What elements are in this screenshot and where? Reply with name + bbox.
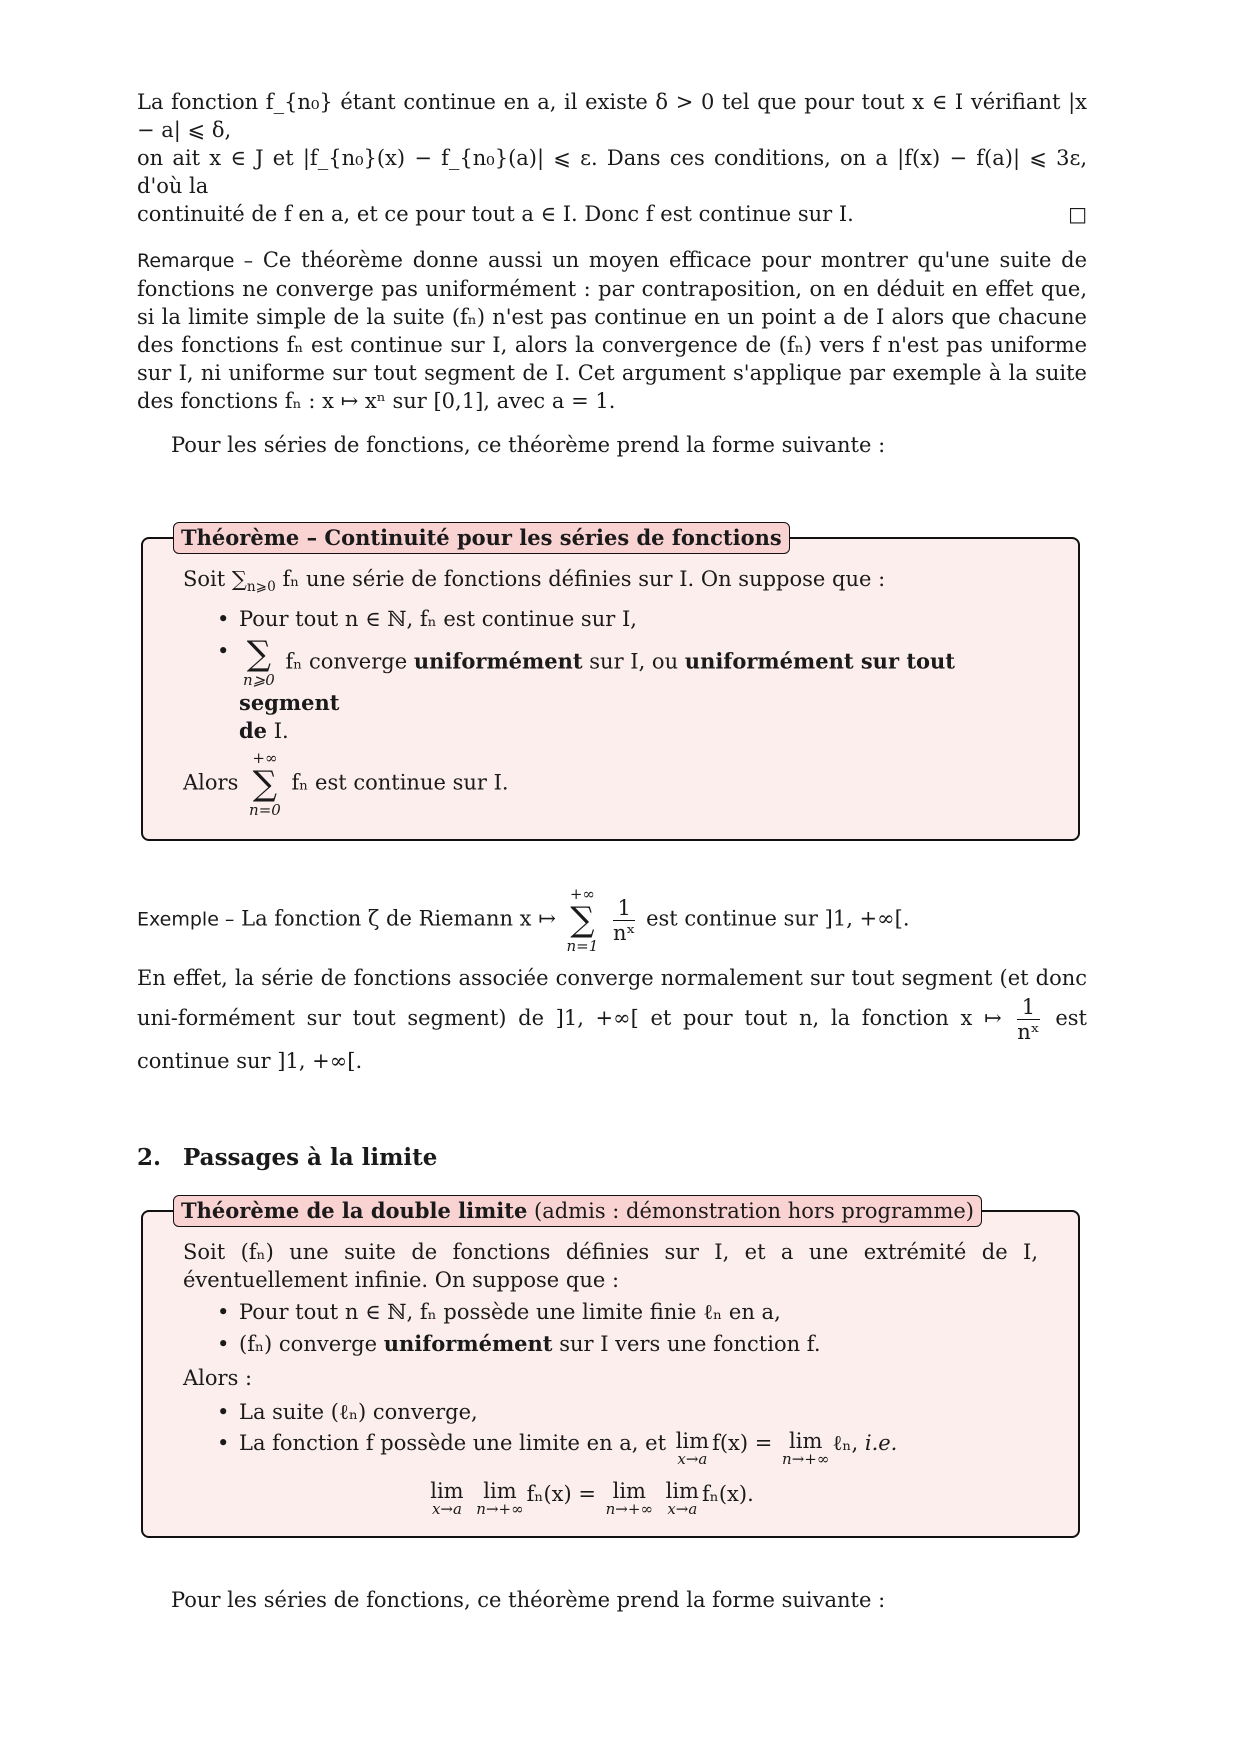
hyp-sum-index: n⩾0 (246, 579, 276, 596)
concl-text: fₙ est continue sur I. (291, 770, 509, 795)
item2-text-c: sur I, ou (589, 649, 679, 674)
section-title: Passages à la limite (183, 1144, 438, 1172)
lim-operator: lim x→a (675, 1429, 710, 1469)
theorem-double-limit-title-bold: Théorème de la double limite (181, 1198, 528, 1224)
list-item: • La suite (ℓₙ) converge, (239, 1398, 1038, 1426)
concl2-fx: f(x) = (712, 1431, 773, 1456)
theorem-continuity-conclusion (183, 749, 1038, 819)
concl2-ln: ℓₙ, (832, 1431, 859, 1456)
qed-square-icon: □ (1068, 202, 1087, 226)
section-number: 2. (137, 1144, 162, 1172)
proof-line-3: continuité de f en a, et ce pour tout a ∈ I. Donc f est continue sur I. (137, 202, 854, 226)
list-item (239, 1330, 1038, 1358)
example-text-b: est continue sur ]1, +∞[. (646, 906, 910, 931)
theorem-double-limit-box (141, 1198, 1080, 1538)
theorem-double-limit-hypothesis: Soit (fₙ) une suite de fonctions définies sur I, et a une extrémité de I, éventuellement infinie. On suppose que : (183, 1240, 1038, 1293)
list-item (239, 1429, 1038, 1469)
hyp-intro-text: fₙ une série de fonctions définies sur I. On suppose que : (275, 567, 886, 591)
theorem-double-limit-title (173, 1195, 982, 1227)
hyp2-text-a: (fₙ) converge (239, 1332, 378, 1357)
intro-paragraph-1: Pour les séries de fonctions, ce théorème prend la forme suivante : (171, 433, 886, 457)
example-label: Exemple – (137, 908, 235, 931)
hyp-sum-symbol: Soit ∑ (183, 567, 247, 591)
item2-bold-de: de (239, 718, 268, 744)
lim-operator: lim x→a (665, 1479, 699, 1519)
concl-alors: Alors (183, 770, 239, 795)
proof-line-1: La fonction f_{n₀} étant continue en a, il existe δ > 0 tel que pour tout x ∈ I vérifiant |x − a| ⩽ δ, (137, 90, 1087, 142)
theorem-continuity-title (173, 522, 790, 554)
list-item: • Pour tout n ∈ ℕ, fₙ possède une limite finie ℓₙ en a, (239, 1298, 1038, 1326)
eq-end: fₙ(x). (701, 1482, 754, 1507)
lim-operator: lim x→a (430, 1479, 464, 1519)
remark-label: Remarque – (137, 250, 254, 272)
theorem-double-limit-body (143, 1212, 1078, 1536)
example-explanation (137, 961, 1087, 1078)
theorem-continuity-box (141, 525, 1080, 841)
theorem-double-limit-concl-list (183, 1398, 1038, 1469)
remark (137, 246, 1087, 415)
list-item: • Pour tout n ∈ ℕ, fₙ est continue sur I, (239, 605, 1038, 633)
sum-operator: • ∑ n⩾0 (243, 634, 275, 690)
proof-line-3-wrap (137, 200, 1087, 228)
lim-operator: lim n→+∞ (476, 1479, 524, 1519)
theorem-double-limit-hyp-list (183, 1298, 1038, 1358)
item2-text-a: fₙ converge (285, 649, 408, 674)
example-para-a: En effet, la série de fonctions associée converge normalement sur tout segment (et donc uni-formément sur tout segment) de ]1, +∞[ et pour tout n, la fonction x ↦ (137, 966, 1087, 1031)
theorem-continuity-body (143, 539, 1078, 839)
example-para-b: est continue sur (137, 1006, 1087, 1074)
intro-paragraph-2: Pour les séries de fonctions, ce théorème prend la forme suivante : (171, 1588, 886, 1613)
theorem-continuity-hypothesis (183, 565, 1038, 601)
example (137, 885, 1087, 955)
concl2-ie: i.e. (864, 1431, 898, 1456)
theorem-continuity-list (183, 605, 1038, 745)
fraction: $\frac{1}{\text{nˣ}}$ (1017, 995, 1040, 1045)
lim-operator: lim n→+∞ (782, 1429, 830, 1469)
page (137, 88, 1087, 1614)
proof-end (137, 88, 1087, 228)
item2-text-f: I. (273, 719, 289, 744)
theorem-continuity-title-text: Théorème – Continuité pour les séries de fonctions (181, 525, 782, 550)
hyp2-bold-uniform: uniformément (383, 1331, 553, 1357)
lim-operator: lim n→+∞ (605, 1479, 653, 1519)
theorem-double-limit-alors: Alors : (183, 1366, 253, 1391)
remark-text: Ce théorème donne aussi un moyen efficace pour montrer qu'une suite de fonctions ne converge pas uniformément : par contraposition, on en déduit en effet que, si la limite simple de la suite (fₙ) n'est pas continue en un point a de I alors que chacune des fonctions fₙ est continue sur I, alors la convergence de (fₙ) vers f n'est pas uniforme sur I, ni uniforme sur tout segment de I. Cet argument s'applique par exemple à la suite des fonctions fₙ : x ↦ xⁿ sur [0,1], avec a = 1. (137, 248, 1088, 413)
hyp2-text-c: sur I vers une fonction f. (559, 1332, 821, 1357)
proof-line-2: on ait x ∈ J et |f_{n₀}(x) − f_{n₀}(a)| ⩽ ε. Dans ces conditions, on a |f(x) − f(a)| ⩽ 3ε, d'où la (137, 146, 1087, 198)
sum-operator: +∞ ∑ n=1 (566, 885, 599, 956)
theorem-double-limit-title-rest: (admis : démonstration hors programme) (534, 1199, 974, 1224)
item2-bold-segment: uniformément sur tout segment (239, 648, 955, 716)
eq-fnx: fₙ(x) = (526, 1482, 596, 1507)
example-text-a: La fonction ζ de Riemann x ↦ (241, 906, 556, 931)
item2-bold-uniform: uniformément (413, 648, 583, 674)
sum-operator: +∞ ∑ n=0 (249, 749, 281, 820)
section-heading (137, 1144, 1087, 1172)
double-limit-equation (183, 1479, 1038, 1519)
example-para-c: ]1, +∞[. (277, 1049, 363, 1074)
fraction: $\frac{1}{\text{nˣ}}$ (612, 895, 636, 945)
concl2-text-a: La fonction f possède une limite en a, et (239, 1431, 667, 1456)
list-item (239, 634, 1038, 745)
